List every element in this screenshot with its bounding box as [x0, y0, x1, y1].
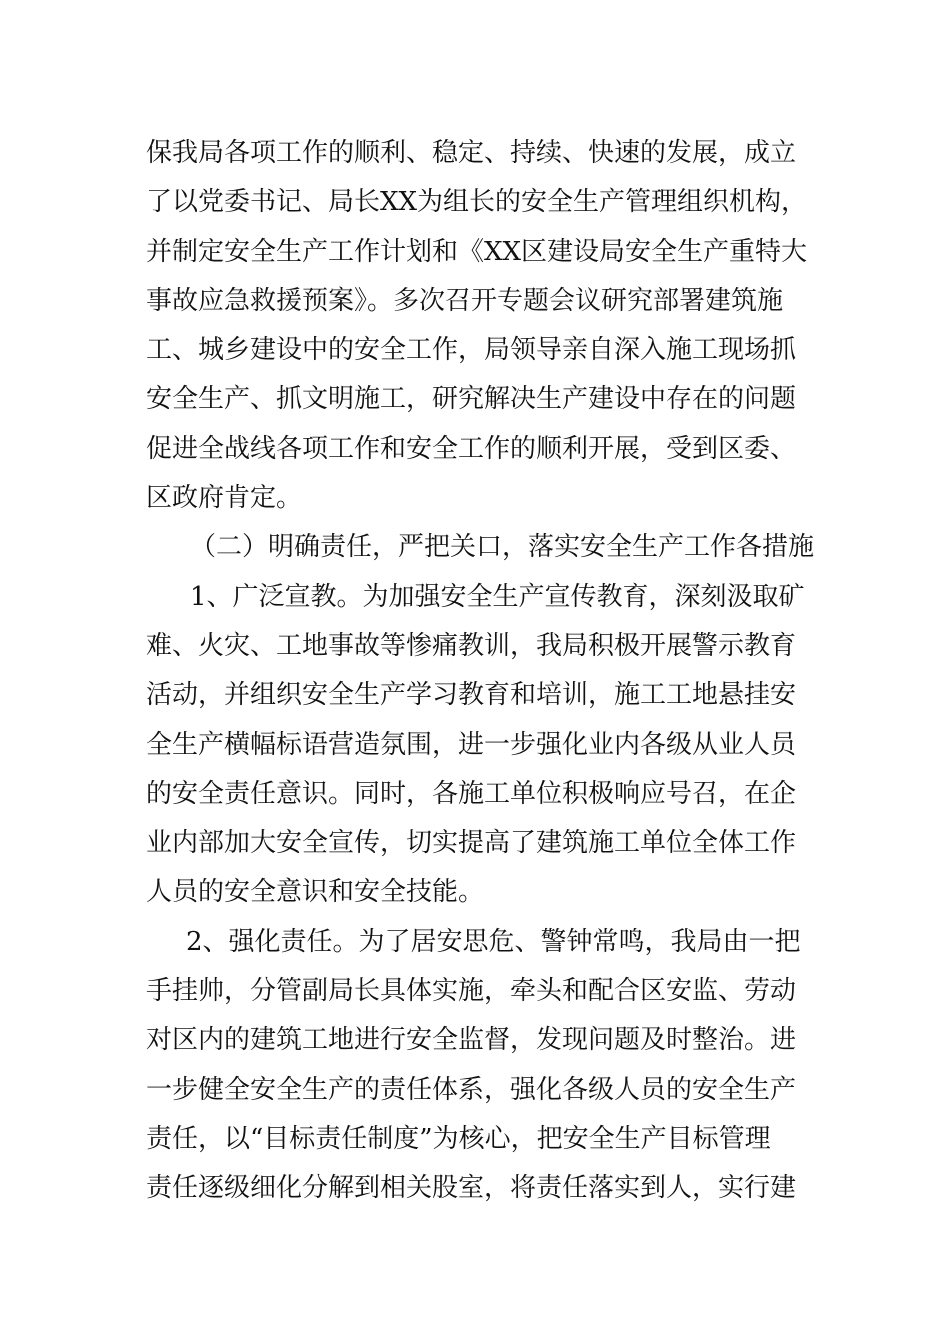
text-line: 安全生产、抓文明施工，研究解决生产建设中存在的问题	[146, 384, 797, 415]
text-line: 保我局各项工作的顺利、稳定、持续、快速的发展，成立	[146, 138, 797, 168]
text-line: 难、火灾、工地事故等惨痛教训，我局积极开展警示教育	[146, 630, 797, 661]
text-line: 一步健全安全生产的责任体系，强化各级人员的安全生产	[146, 1074, 797, 1105]
text-line: 了以党委书记、局长XX为组长的安全生产管理组织机构，	[146, 187, 808, 218]
text-line: 区政府肯定。	[146, 483, 303, 514]
text-line: 促进全战线各项工作和安全工作的顺利开展，受到区委、	[146, 433, 797, 464]
paragraph-item-1-publicity	[146, 573, 816, 918]
text-line: 2、强化责任。为了居安思危、警钟常鸣，我局由一把	[186, 926, 801, 957]
text-line: 责任逐级细化分解到相关股室，将责任落实到人，实行建	[146, 1173, 797, 1204]
text-line: 工、城乡建设中的安全工作，局领导亲自深入施工现场抓	[146, 335, 797, 366]
text-line: 1、广泛宣教。为加强安全生产宣传教育，深刻汲取矿	[190, 581, 805, 612]
paragraph-safety-organization	[146, 129, 816, 523]
text-line: 的安全责任意识。同时，各施工单位积极响应号召，在企	[146, 778, 797, 809]
text-line: 并制定安全生产工作计划和《XX区建设局安全生产重特大	[146, 236, 808, 267]
section-heading-2	[146, 523, 816, 572]
text-line: 对区内的建筑工地进行安全监督，发现问题及时整治。进	[146, 1025, 797, 1056]
document-body	[146, 129, 816, 1214]
text-line: 活动，并组织安全生产学习教育和培训，施工工地悬挂安	[146, 680, 797, 711]
text-line: 人员的安全意识和安全技能。	[146, 877, 485, 908]
text-line: 业内部加大安全宣传，切实提高了建筑施工单位全体工作	[146, 828, 797, 859]
paragraph-item-2-responsibility	[146, 918, 816, 1214]
section-heading-line: （二）明确责任，严把关口，落实安全生产工作各措施	[190, 532, 815, 563]
text-line: 手挂帅，分管副局长具体实施，牵头和配合区安监、劳动	[146, 976, 797, 1007]
text-line: 全生产横幅标语营造氛围，进一步强化业内各级从业人员	[146, 729, 797, 760]
text-line: 事故应急救援预案》。多次召开专题会议研究部署建筑施	[146, 285, 784, 316]
text-line: 责任，以“目标责任制度”为核心，把安全生产目标管理	[146, 1123, 771, 1154]
